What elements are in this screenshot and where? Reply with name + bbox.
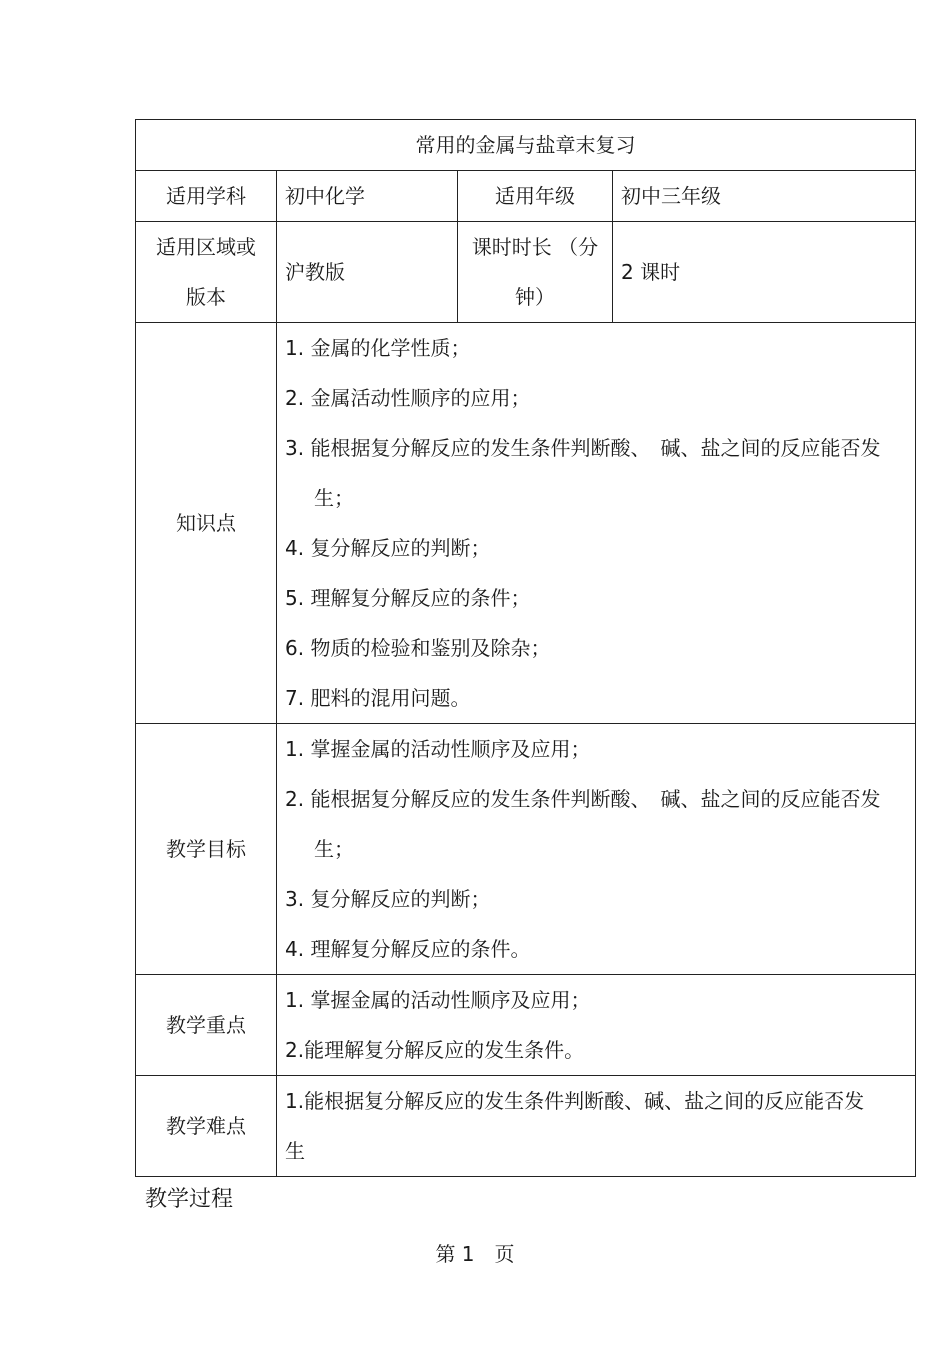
objective-item: 3. 复分解反应的判断； xyxy=(285,887,491,911)
page-number: 第 1 页 xyxy=(435,1242,515,1266)
objectives-row xyxy=(136,724,916,975)
region-value: 沪教版 xyxy=(277,222,458,323)
knowledge-item: 7. 肥料的混用问题。 xyxy=(285,686,471,710)
grade-label: 适用年级 xyxy=(458,171,613,222)
knowledge-item: 2. 金属活动性顺序的应用； xyxy=(285,386,531,410)
key-points-label: 教学重点 xyxy=(136,975,277,1076)
knowledge-item: 6. 物质的检验和鉴别及除杂； xyxy=(285,636,551,660)
grade-value: 初中三年级 xyxy=(613,171,916,222)
difficulties-text: 1.能根据复分解反应的发生条件判断酸、碱、盐之间的反应能否发生 xyxy=(277,1076,916,1177)
section-heading: 教学过程 xyxy=(145,1187,234,1212)
knowledge-item: 3. 能根据复分解反应的发生条件判断酸、 碱、盐之间的反应能否发生； xyxy=(285,436,881,510)
lesson-info-table xyxy=(135,119,916,1177)
knowledge-item: 1. 金属的化学性质； xyxy=(285,336,471,360)
subject-value: 初中化学 xyxy=(277,171,458,222)
knowledge-list xyxy=(277,323,916,724)
duration-label xyxy=(458,222,613,323)
knowledge-label: 知识点 xyxy=(136,323,277,724)
key-points-list xyxy=(277,975,916,1076)
title-row xyxy=(136,120,916,171)
subject-grade-row xyxy=(136,171,916,222)
objectives-label: 教学目标 xyxy=(136,724,277,975)
region-label-line2: 版本 xyxy=(186,285,226,309)
subject-label: 适用学科 xyxy=(136,171,277,222)
document-title: 常用的金属与盐章末复习 xyxy=(136,120,916,171)
key-points-row xyxy=(136,975,916,1076)
duration-label-line1: 课时时长 （分 xyxy=(471,235,599,259)
duration-label-line2: 钟） xyxy=(515,285,555,309)
difficulties-row xyxy=(136,1076,916,1177)
duration-value: 2 课时 xyxy=(613,222,916,323)
key-point-item: 1. 掌握金属的活动性顺序及应用； xyxy=(285,988,591,1012)
region-label-line1: 适用区域或 xyxy=(156,235,256,259)
objectives-list xyxy=(277,724,916,975)
region-duration-row xyxy=(136,222,916,323)
objective-item: 1. 掌握金属的活动性顺序及应用； xyxy=(285,737,591,761)
knowledge-row xyxy=(136,323,916,724)
objective-item: 4. 理解复分解反应的条件。 xyxy=(285,937,531,961)
knowledge-item: 4. 复分解反应的判断； xyxy=(285,536,491,560)
knowledge-item: 5. 理解复分解反应的条件； xyxy=(285,586,531,610)
key-point-item: 2.能理解复分解反应的发生条件。 xyxy=(285,1038,585,1062)
region-label xyxy=(136,222,277,323)
objective-item: 2. 能根据复分解反应的发生条件判断酸、 碱、盐之间的反应能否发生； xyxy=(285,787,881,861)
difficulties-label: 教学难点 xyxy=(136,1076,277,1177)
